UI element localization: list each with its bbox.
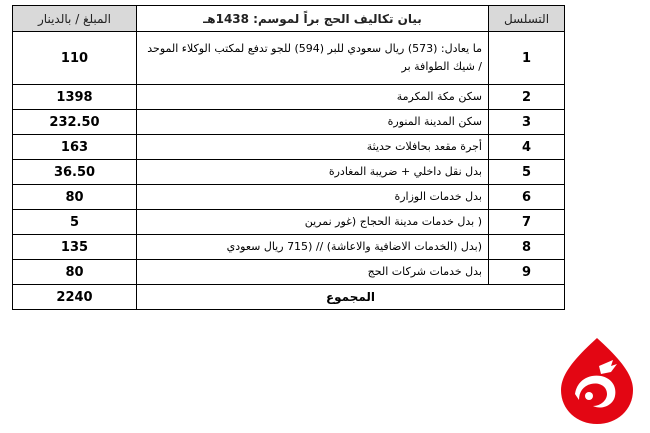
row-amount: 232.50 xyxy=(13,110,137,135)
row-description: بدل خدمات شركات الحج xyxy=(137,260,489,285)
row-amount: 163 xyxy=(13,135,137,160)
row-description: سكن المدينة المنورة xyxy=(137,110,489,135)
table-row xyxy=(13,135,565,160)
row-description: ( بدل خدمات مدينة الحجاج (غور نمرين xyxy=(137,210,489,235)
total-row xyxy=(13,285,565,310)
row-amount: 80 xyxy=(13,260,137,285)
palestine-news-logo-icon xyxy=(555,336,639,426)
total-amount: 2240 xyxy=(13,285,137,310)
row-description: ما يعادل: (573) ريال سعودي للبر (594) للجو تدفع لمكتب الوكلاء الموحد / شيك الطوافة بر xyxy=(137,32,489,85)
row-description: أجرة مقعد بحافلات حديثة xyxy=(137,135,489,160)
hajj-costs-table xyxy=(12,5,565,310)
row-serial: 4 xyxy=(489,135,565,160)
row-serial: 6 xyxy=(489,185,565,210)
total-label: المجموع xyxy=(137,285,565,310)
row-amount: 36.50 xyxy=(13,160,137,185)
table-row xyxy=(13,185,565,210)
row-serial: 2 xyxy=(489,85,565,110)
header-description: بيان تكاليف الحج براً لموسم: 1438هـ xyxy=(137,6,489,32)
row-serial: 9 xyxy=(489,260,565,285)
table-row xyxy=(13,85,565,110)
row-description: بدل خدمات الوزارة xyxy=(137,185,489,210)
row-serial: 5 xyxy=(489,160,565,185)
header-serial: التسلسل xyxy=(489,6,565,32)
row-amount: 80 xyxy=(13,185,137,210)
row-serial: 3 xyxy=(489,110,565,135)
header-amount: المبلغ / بالدينار xyxy=(13,6,137,32)
row-description: سكن مكة المكرمة xyxy=(137,85,489,110)
table-row xyxy=(13,110,565,135)
table-row xyxy=(13,235,565,260)
row-amount: 135 xyxy=(13,235,137,260)
table-row xyxy=(13,160,565,185)
table-row xyxy=(13,260,565,285)
row-serial: 8 xyxy=(489,235,565,260)
row-serial: 7 xyxy=(489,210,565,235)
row-description: (بدل (الخدمات الاضافية والاعاشة) // (715 ريال سعودي xyxy=(137,235,489,260)
row-amount: 5 xyxy=(13,210,137,235)
table-row xyxy=(13,32,565,85)
row-amount: 1398 xyxy=(13,85,137,110)
header-row xyxy=(13,6,565,32)
row-description: بدل نقل داخلي + ضريبة المغادرة xyxy=(137,160,489,185)
table-row xyxy=(13,210,565,235)
row-serial: 1 xyxy=(489,32,565,85)
row-amount: 110 xyxy=(13,32,137,85)
